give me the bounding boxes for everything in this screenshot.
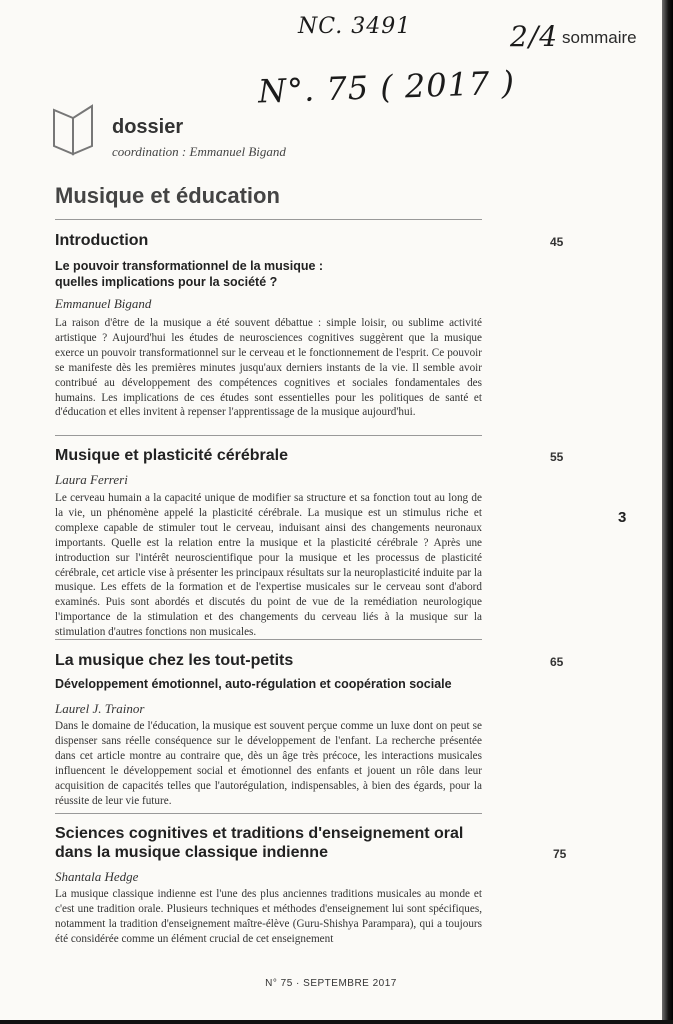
entry-subtitle: Développement émotionnel, auto-régulation et coopération sociale [55,677,452,691]
entry-title: Introduction [55,232,149,249]
entry-page-number: 65 [550,655,564,669]
entry-title: La musique chez les tout-petits [55,652,294,669]
folio-number: 3 [618,509,627,526]
book-spine-edge [662,0,673,1024]
header-label: sommaire [562,28,637,47]
entry-page-number: 75 [553,847,567,861]
handwritten-note-call-number: NC. 3491 [298,14,412,39]
entry-author: Emmanuel Bigand [55,296,152,311]
entry-abstract: Le cerveau humain a la capacité unique de modifier sa structure et sa fonction tout au long de la vie, un phénomène appelé la plasticité cérébrale. La musique est un stimulus riche et complexe capable de stimuler tout le cerveau, induisant ainsi des changements neuronaux importants. Quelle est la relation entre la musique et la plasticité cérébrale ? Après une introduction sur l'intérêt neuroscientifique pour la musique et les processus de plasticité cérébrale, cet article vise à présenter les principaux résultats sur la neuroplasticité induite par la musique. Les effets de la formation et de l'expertise musicales sur le cerveau sont d'abord examinés. Puis sont abordés et discutés du point de vue de la remédiation neurologique l'importance de la stimulation et des changements du cerveau liés à la musique sur la stimulation d'autres fonctions non musicales. [55,492,482,639]
entry-abstract: Dans le domaine de l'éducation, la musique est souvent perçue comme un luxe dont on peut se dispenser sans réelle conséquence sur le développement de l'enfant. La recherche présentée dans cet article montre au contraire que, dès un âge très précoce, les interactions musicales influencent le développement social et émotionnel des enfants et jouent un rôle dans leur acquisition de capacités telles que l'autorégulation, indispensables, à bien des égards, pour la réussite de leur vie future. [55,720,482,807]
entry-page-number: 45 [550,235,564,249]
entry-author: Shantala Hedge [55,869,139,884]
divider [55,813,482,814]
divider [55,639,482,640]
handwritten-note-issue: N°. 75 ( 2017 ) [257,63,516,111]
page-bottom-edge [0,1020,673,1024]
section-title: Musique et éducation [55,183,280,208]
entry-abstract: La musique classique indienne est l'une des plus anciennes traditions musicales au monde et c'est une tradition orale. Plusieurs techniques et méthodes d'enseignement lui sont spécifiques, notamment la tradition d'enseignement maître-élève (Guru-Shishya Parampara), qui a toujours été considérée comme un élément crucial de cet enseignement [55,888,482,945]
entry-page-number: 55 [550,450,564,464]
entry-title: Musique et plasticité cérébrale [55,447,288,464]
entry-abstract: La raison d'être de la musique a été souvent débattue : simple loisir, ou sublime activité artistique ? Aujourd'hui les études de neurosciences cognitives suggèrent que la musique exerce un pouvoir transformationnel sur le cerveau et le fonctionnement de l'esprit. Ce pouvoir se manifeste dès les premières minutes jusqu'aux derniers instants de la vie. Il semble avoir contribué au développement des compétences cognitives et sociales fondamentales des humains. Les implications de ces études sont essentielles pour les politiques de santé et d'éducation et elles invitent à repenser l'apprentissage de la musique aujourd'hui. [55,317,482,419]
divider [55,435,482,436]
dossier-title: dossier [112,116,184,138]
divider [55,219,482,220]
dossier-coordination: coordination : Emmanuel Bigand [112,144,286,159]
handwritten-note-fraction: 2/4 [510,20,559,53]
entry-title: Sciences cognitives et traditions d'enseignement oral dans la musique classique indienne [55,825,464,861]
entry-author: Laura Ferreri [55,472,128,487]
entry-author: Laurel J. Trainor [55,701,145,716]
issue-footer: N° 75 · SEPTEMBRE 2017 [265,978,397,989]
entry-subtitle: Le pouvoir transformationnel de la musique : quelles implications pour la société ? [55,259,324,289]
open-book-icon [52,104,94,156]
